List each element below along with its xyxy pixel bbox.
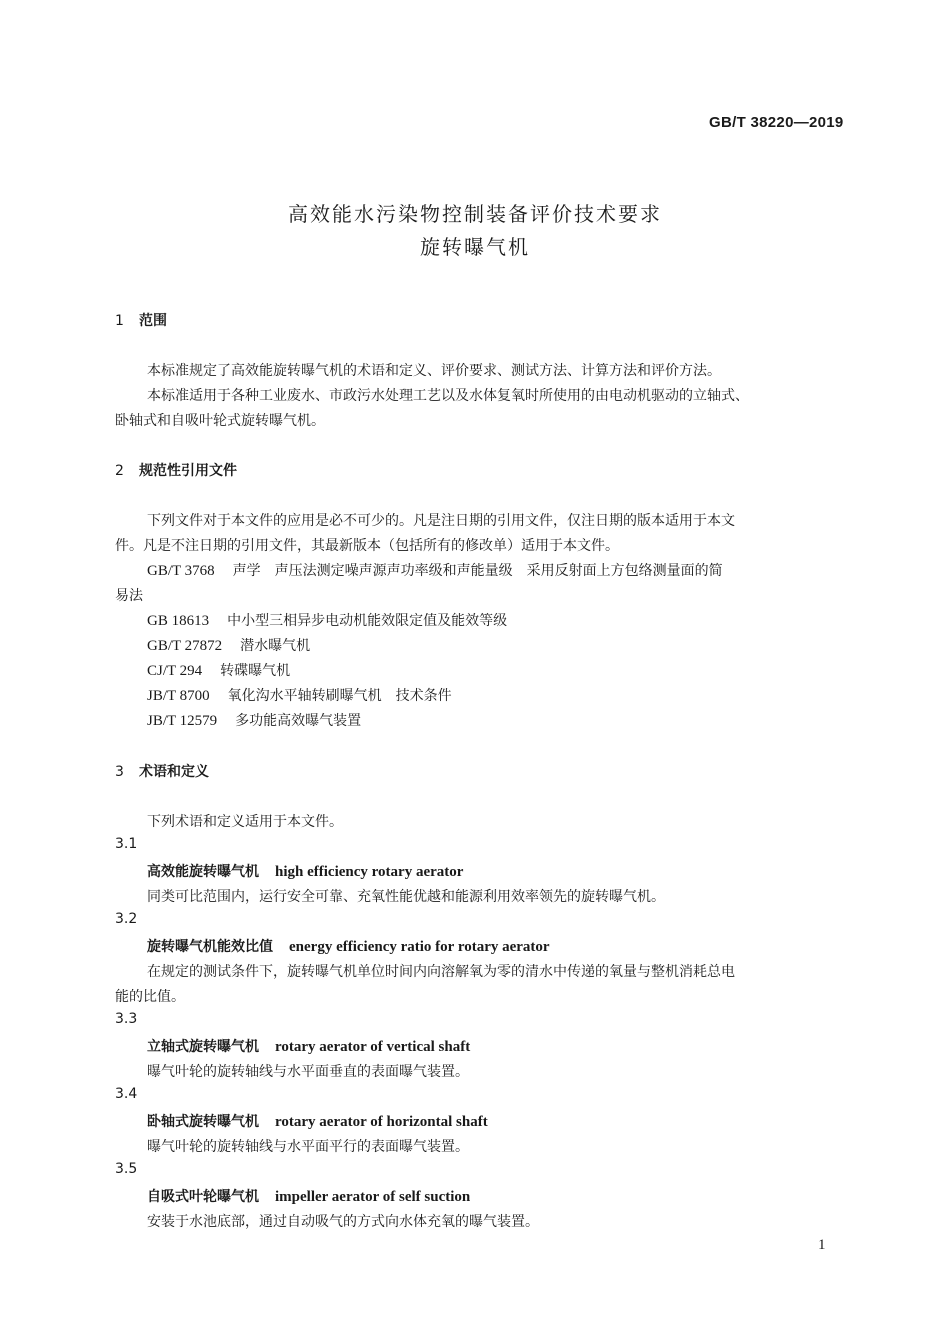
reference-code: GB/T 27872	[147, 638, 223, 654]
paragraph: 下列术语和定义适用于本文件。	[147, 814, 343, 830]
section-number: 1	[115, 313, 124, 329]
reference-item	[147, 660, 290, 680]
paragraph: 本标准规定了高效能旋转曝气机的术语和定义、评价要求、测试方法、计算方法和评价方法。	[147, 363, 721, 379]
paragraph: 本标准适用于各种工业废水、市政污水处理工艺以及水体复氧时所使用的由电动机驱动的立轴式、	[147, 388, 749, 404]
paragraph: 件。凡是不注日期的引用文件，其最新版本（包括所有的修改单）适用于本文件。	[115, 538, 619, 554]
reference-code: JB/T 12579	[147, 713, 218, 729]
term-zh: 立轴式旋转曝气机	[147, 1039, 259, 1055]
term-zh: 高效能旋转曝气机	[147, 864, 259, 880]
section-title: 术语和定义	[139, 764, 209, 780]
term-number: 3.4	[115, 1086, 138, 1102]
reference-item	[147, 635, 310, 655]
reference-title: 氧化沟水平轴转刷曝气机 技术条件	[227, 688, 452, 704]
document-title: 高效能水污染物控制装备评价技术要求	[288, 202, 662, 226]
reference-item	[147, 610, 507, 630]
reference-code: GB 18613	[147, 613, 210, 629]
term-zh: 卧轴式旋转曝气机	[147, 1114, 259, 1130]
term-heading	[147, 1036, 470, 1056]
section-title: 范围	[139, 313, 167, 329]
reference-code: JB/T 8700	[147, 688, 210, 704]
term-definition: 曝气叶轮的旋转轴线与水平面平行的表面曝气装置。	[147, 1139, 469, 1155]
term-heading	[147, 861, 463, 881]
reference-item	[147, 685, 452, 705]
term-heading	[147, 936, 550, 956]
term-definition: 同类可比范围内，运行安全可靠、充氧性能优越和能源利用效率领先的旋转曝气机。	[147, 889, 665, 905]
reference-item-continued: 易法	[115, 588, 143, 604]
reference-item	[147, 560, 723, 580]
section-1-heading	[115, 310, 167, 330]
section-number: 2	[115, 463, 124, 479]
reference-item	[147, 710, 361, 730]
term-number: 3.2	[115, 911, 138, 927]
term-definition-continued: 能的比值。	[115, 989, 185, 1005]
reference-title: 转碟曝气机	[220, 663, 291, 679]
reference-code: CJ/T 294	[147, 663, 203, 679]
reference-title: 中小型三相异步电动机能效限定值及能效等级	[227, 613, 508, 629]
term-definition: 曝气叶轮的旋转轴线与水平面垂直的表面曝气装置。	[147, 1064, 469, 1080]
paragraph: 卧轴式和自吸叶轮式旋转曝气机。	[115, 413, 325, 429]
term-definition: 在规定的测试条件下，旋转曝气机单位时间内向溶解氧为零的清水中传递的氧量与整机消耗总电	[147, 964, 735, 980]
term-en: rotary aerator of horizontal shaft	[275, 1114, 488, 1130]
section-number: 3	[115, 764, 124, 780]
document-subtitle: 旋转曝气机	[420, 235, 530, 259]
standard-number: GB/T 38220—2019	[709, 114, 844, 131]
term-en: energy efficiency ratio for rotary aerator	[289, 939, 550, 955]
term-number: 3.3	[115, 1011, 138, 1027]
page-number: 1	[818, 1237, 826, 1253]
term-definition: 安装于水池底部，通过自动吸气的方式向水体充氧的曝气装置。	[147, 1214, 539, 1230]
paragraph: 下列文件对于本文件的应用是必不可少的。凡是注日期的引用文件，仅注日期的版本适用于本文	[147, 513, 735, 529]
reference-code: GB/T 3768	[147, 563, 215, 579]
term-zh: 旋转曝气机能效比值	[147, 939, 273, 955]
term-heading	[147, 1111, 488, 1131]
reference-title: 多功能高效曝气装置	[235, 713, 362, 729]
term-heading	[147, 1186, 470, 1206]
section-2-heading	[115, 460, 237, 480]
term-number: 3.1	[115, 836, 138, 852]
term-en: impeller aerator of self suction	[275, 1189, 471, 1205]
reference-title: 潜水曝气机	[240, 638, 311, 654]
section-3-heading	[115, 761, 209, 781]
term-en: rotary aerator of vertical shaft	[275, 1039, 471, 1055]
term-en: high efficiency rotary aerator	[275, 864, 464, 880]
term-zh: 自吸式叶轮曝气机	[147, 1189, 259, 1205]
reference-title: 声学 声压法测定噪声源声功率级和声能量级 采用反射面上方包络测量面的简	[232, 563, 723, 579]
term-number: 3.5	[115, 1161, 138, 1177]
section-title: 规范性引用文件	[139, 463, 237, 479]
